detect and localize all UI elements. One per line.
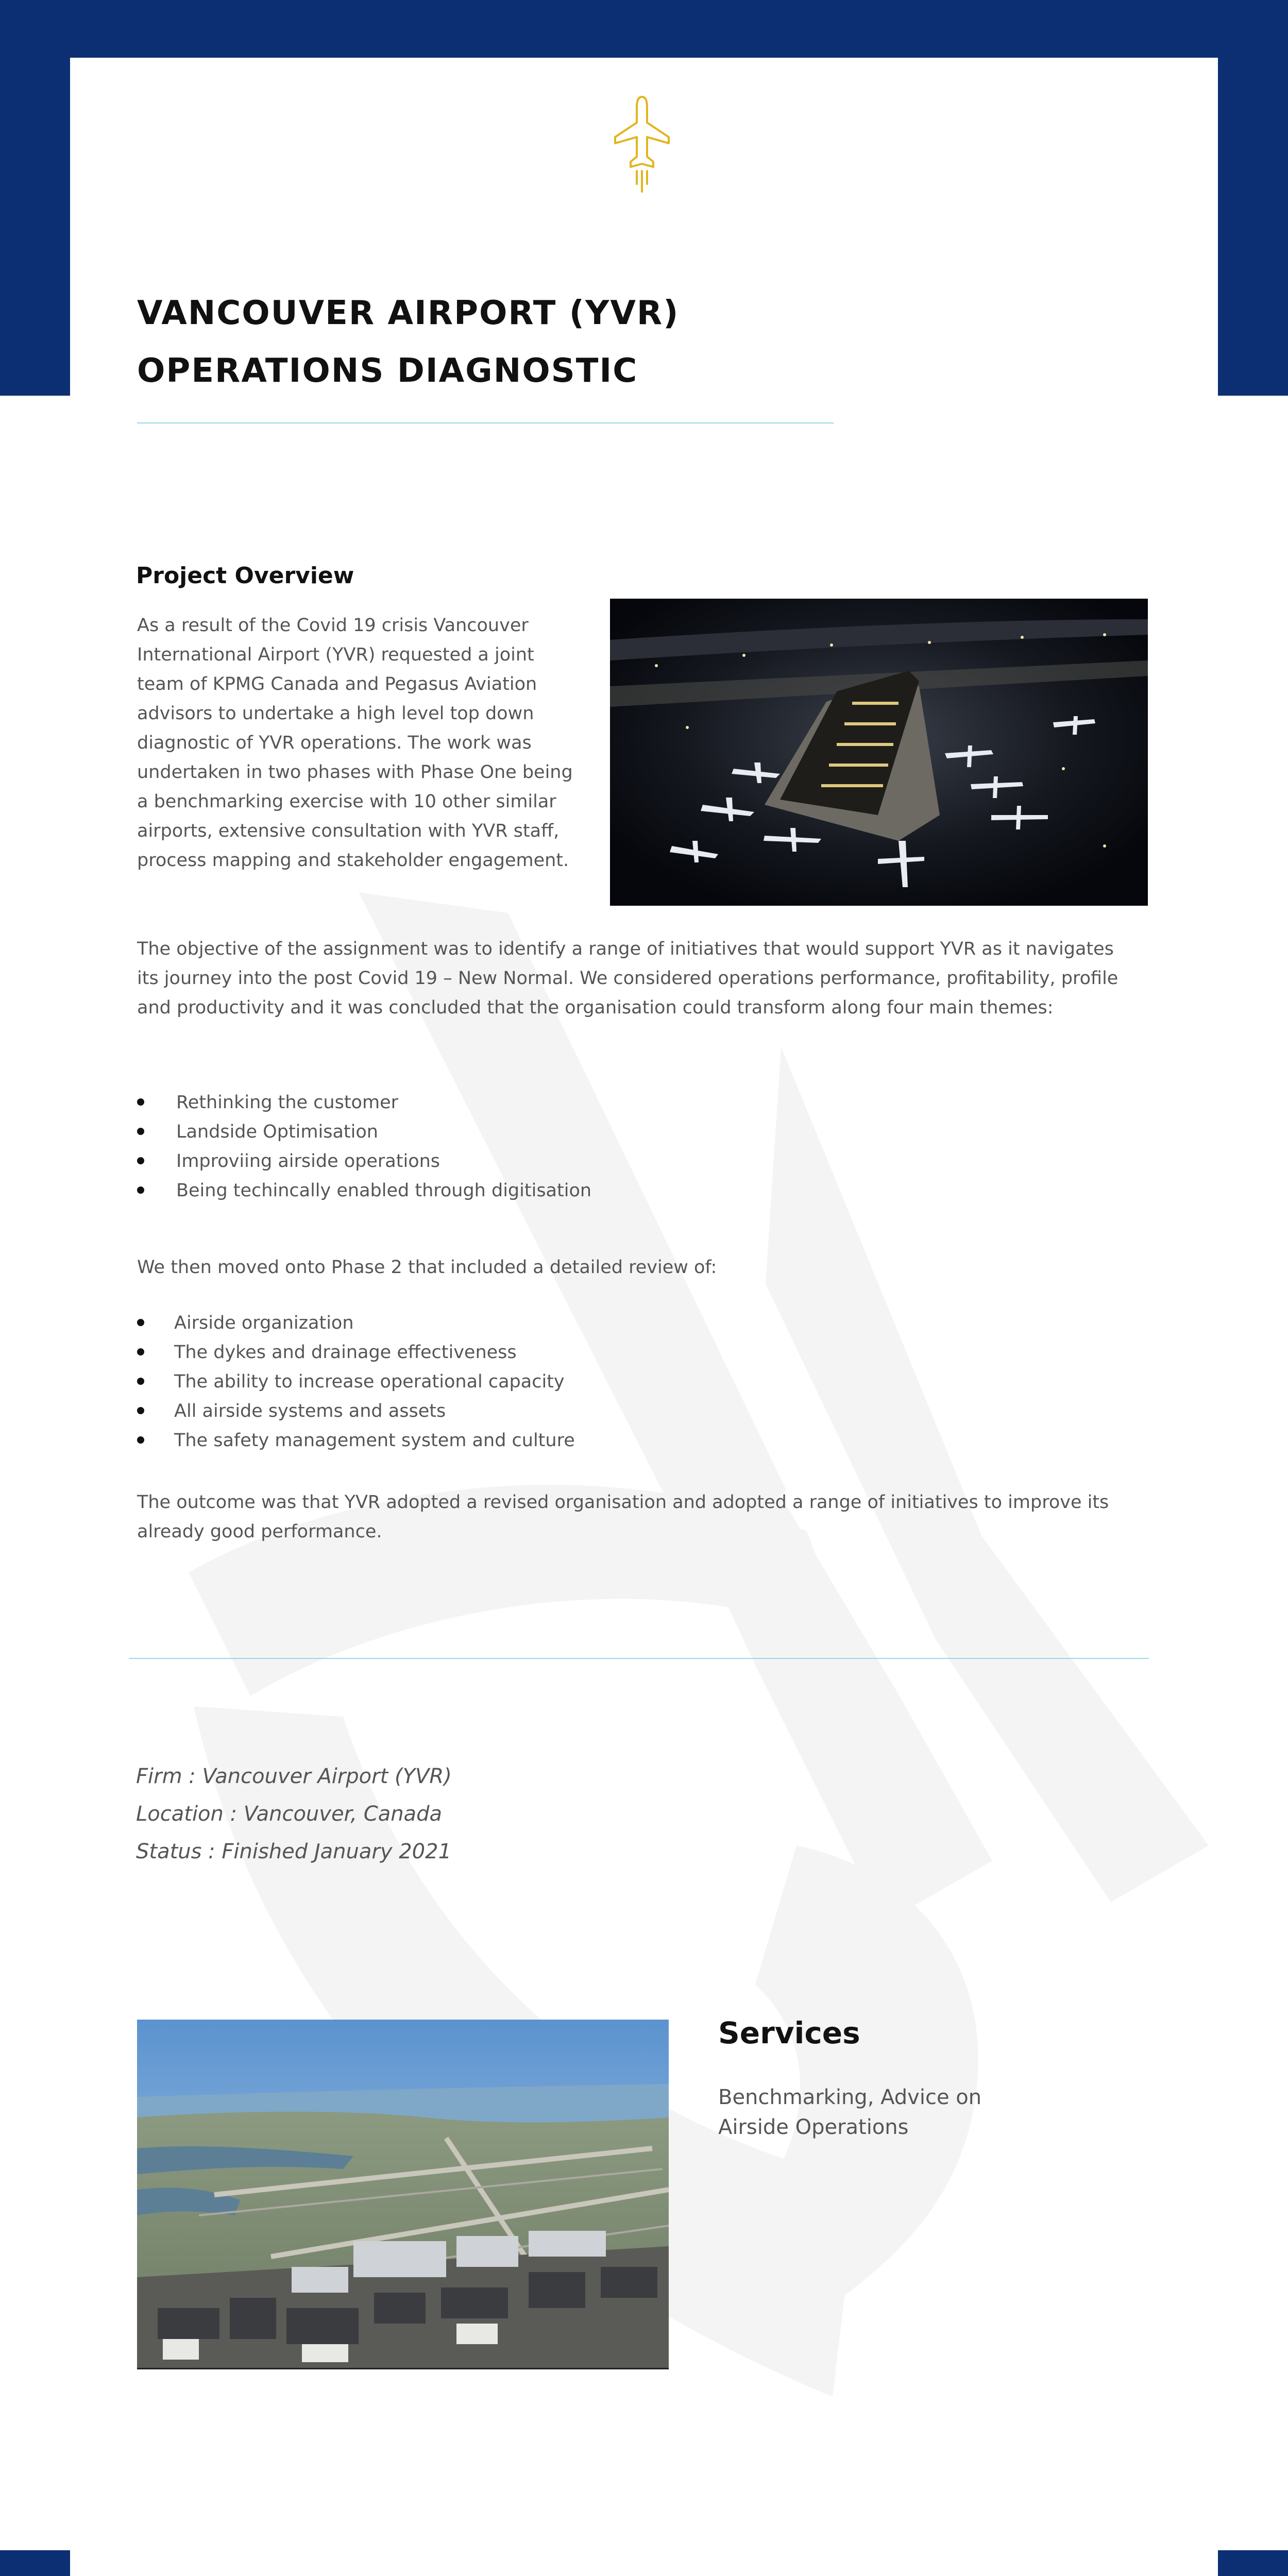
list-item: All airside systems and assets [137,1397,575,1426]
project-details [136,1758,452,1871]
airport-night-photo [610,599,1148,906]
section-divider [129,1658,1149,1659]
objective-paragraph: The objective of the assignment was to identify a range of initiatives that would support YVR as it navigates its journey into the post Covid 19 – New Normal. We considered operations performance, profitability, profile and productivity and it was concluded that the organisation could transform along four main themes: [137,939,1118,1018]
themes-list [137,1088,591,1206]
list-item: Improviing airside operations [137,1147,591,1176]
list-item: Rethinking the customer [137,1088,591,1117]
list-item: The safety management system and culture [137,1426,575,1455]
airport-aerial-photo [137,2020,669,2369]
title-divider [137,422,834,423]
phase-two-intro: We then moved onto Phase 2 that included a detailed review of: [137,1257,717,1278]
firm-detail: Firm : Vancouver Airport (YVR) [136,1765,452,1788]
airplane-icon [611,94,673,194]
status-detail: Status : Finished January 2021 [136,1840,452,1863]
phase-two-list [137,1309,575,1455]
page-title-line-1: VANCOUVER AIRPORT (YVR) [137,294,680,332]
project-overview-heading: Project Overview [136,563,354,589]
content-card [70,58,1218,2576]
services-description: Benchmarking, Advice on Airside Operations [718,2086,982,2139]
list-item: The dykes and drainage effectiveness [137,1338,575,1367]
list-item: Being techincally enabled through digitisation [137,1176,591,1206]
services-heading: Services [718,2015,860,2050]
page-title-line-2: OPERATIONS DIAGNOSTIC [137,352,638,390]
intro-paragraph: As a result of the Covid 19 crisis Vancouver International Airport (YVR) requested a joint team of KPMG Canada and Pegasus Aviation advisors to undertake a high level top down diagnostic of YVR operations. The work was undertaken in two phases with Phase One being a benchmarking exercise with 10 other similar airports, extensive consultation with YVR staff, process mapping and stakeholder engagement. [137,615,573,871]
list-item: Airside organization [137,1309,575,1338]
location-detail: Location : Vancouver, Canada [136,1802,442,1826]
outcome-paragraph: The outcome was that YVR adopted a revised organisation and adopted a range of initiatives to improve its already good performance. [137,1492,1109,1542]
list-item: The ability to increase operational capacity [137,1367,575,1397]
list-item: Landside Optimisation [137,1117,591,1147]
page-title [137,284,679,400]
